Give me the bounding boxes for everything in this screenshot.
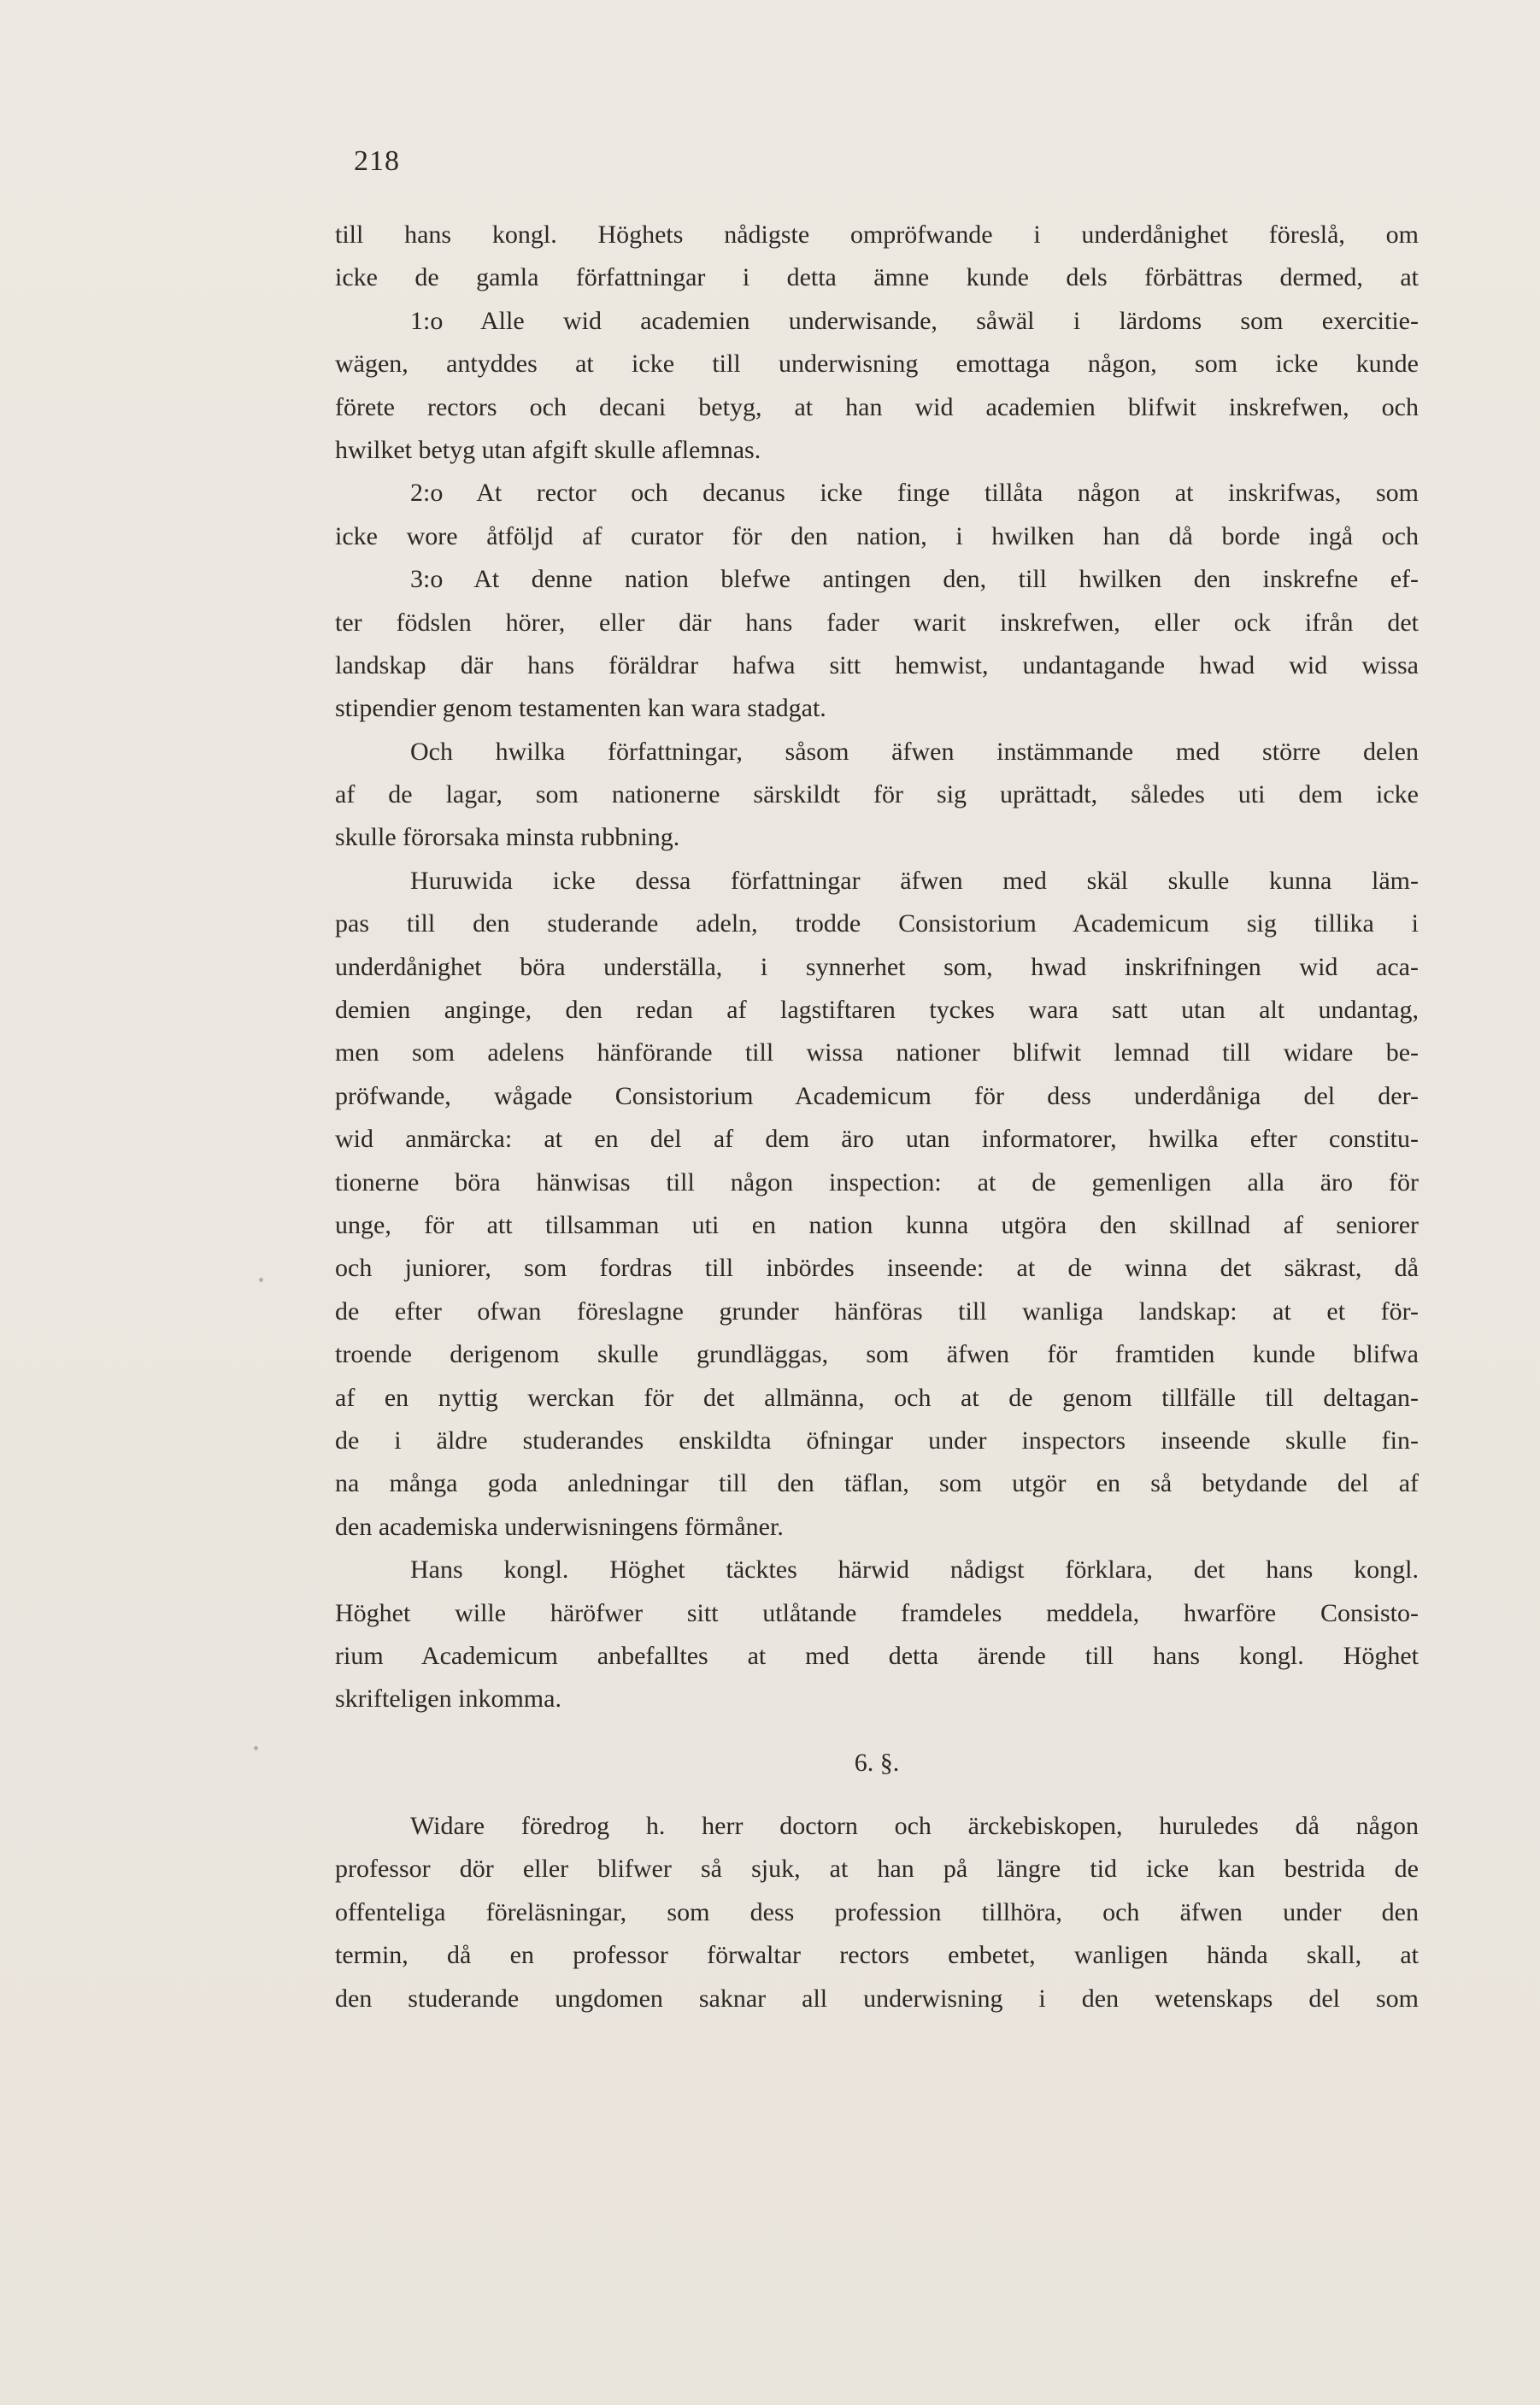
text-line: och juniorer, som fordras till inbördes inseende: at de winna det säkrast, då bbox=[335, 1254, 1419, 1283]
text-line: demien anginge, den redan af lagstiftaren tyckes wara satt utan alt undantag, bbox=[335, 996, 1419, 1025]
text-line: pröfwande, wågade Consistorium Academicum för dess underdåniga del der- bbox=[335, 1081, 1419, 1110]
text-line: underdånighet böra underställa, i synnerhet som, hwad inskrifningen wid aca- bbox=[335, 952, 1419, 981]
text-line: landskap där hans föräldrar hafwa sitt hemwist, undantagande hwad wid wissa bbox=[335, 650, 1419, 679]
text-line: men som adelens hänförande till wissa nationer blifwit lemnad till widare be- bbox=[335, 1038, 1419, 1067]
section-spacer bbox=[335, 1785, 1419, 1805]
text-line: professor dör eller blifwer så sjuk, at han på längre tid icke kan bestrida de bbox=[335, 1855, 1419, 1884]
text-line: 1:o Alle wid academien underwisande, såwäl i lärdoms som exercitie- bbox=[410, 306, 1419, 335]
text-line: icke wore åtföljd af curator för den nation, i hwilken han då borde ingå och bbox=[335, 521, 1419, 550]
text-line: wägen, antyddes at icke till underwisning emottaga någon, som icke kunde bbox=[335, 350, 1419, 379]
text-line: 3:o At denne nation blefwe antingen den, till hwilken den inskrefne ef- bbox=[410, 565, 1419, 594]
text-line: skulle förorsaka minsta rubbning. bbox=[335, 823, 680, 852]
text-line: rium Academicum anbefalltes at med detta ärende till hans kongl. Höghet bbox=[335, 1641, 1419, 1670]
text-line: na många goda anledningar till den täflan, som utgör en så betydande del af bbox=[335, 1469, 1419, 1498]
text-line: Widare föredrog h. herr doctorn och ärckebiskopen, huruledes då någon bbox=[410, 1812, 1419, 1841]
paper-speck bbox=[259, 1278, 263, 1282]
text-line: hwilket betyg utan afgift skulle aflemnas. bbox=[335, 435, 761, 464]
text-line: de i äldre studerandes enskildta öfningar under inspectors inseende skulle fin- bbox=[335, 1426, 1419, 1455]
text-line: Höghet wille häröfwer sitt utlåtande framdeles meddela, hwarföre Consisto- bbox=[335, 1598, 1419, 1627]
text-line: Och hwilka författningar, såsom äfwen instämmande med större delen bbox=[410, 737, 1419, 766]
text-line: förete rectors och decani betyg, at han wid academien blifwit inskrefwen, och bbox=[335, 392, 1419, 421]
text-line: termin, då en professor förwaltar rectors embetet, wanligen hända skall, at bbox=[335, 1941, 1419, 1970]
text-line: den studerande ungdomen saknar all underwisning i den wetenskaps del som bbox=[335, 1984, 1419, 2013]
text-line: offenteliga föreläsningar, som dess profession tillhöra, och äfwen under den bbox=[335, 1897, 1419, 1926]
text-line: Huruwida icke dessa författningar äfwen med skäl skulle kunna läm- bbox=[410, 866, 1419, 895]
text-line: Hans kongl. Höghet täcktes härwid nådigst förklara, det hans kongl. bbox=[410, 1555, 1419, 1585]
text-line: icke de gamla författningar i detta ämne kunde dels förbättras dermed, at bbox=[335, 263, 1419, 292]
text-line: de efter ofwan föreslagne grunder hänföras till wanliga landskap: at et för- bbox=[335, 1297, 1419, 1326]
paper-speck bbox=[254, 1746, 258, 1750]
text-line: unge, för att tillsamman uti en nation kunna utgöra den skillnad af seniorer bbox=[335, 1210, 1419, 1239]
text-line: troende derigenom skulle grundläggas, som äfwen för framtiden kunde blifwa bbox=[335, 1340, 1419, 1369]
text-line: af en nyttig werckan för det allmänna, och at de genom tillfälle till deltagan- bbox=[335, 1383, 1419, 1412]
text-line: 2:o At rector och decanus icke finge tillåta någon at inskrifwas, som bbox=[410, 479, 1419, 508]
section-spacer bbox=[335, 1721, 1419, 1742]
text-line: pas till den studerande adeln, trodde Consistorium Academicum sig tillika i bbox=[335, 909, 1419, 938]
text-line: af de lagar, som nationerne särskildt för sig uprättadt, således uti dem icke bbox=[335, 780, 1419, 809]
text-line: till hans kongl. Höghets nådigste ompröfwande i underdånighet föreslå, om bbox=[335, 221, 1419, 249]
text-line: tionerne böra hänwisas till någon inspection: at de gemenligen alla äro för bbox=[335, 1167, 1419, 1197]
page-number: 218 bbox=[354, 145, 400, 177]
text-line: den academiska underwisningens förmåner. bbox=[335, 1512, 784, 1541]
text-line: ter födslen hörer, eller där hans fader warit inskrefwen, eller ock ifrån det bbox=[335, 608, 1419, 637]
text-line: skrifteligen inkomma. bbox=[335, 1685, 561, 1714]
text-line: wid anmärcka: at en del af dem äro utan informatorer, hwilka efter constitu- bbox=[335, 1125, 1419, 1154]
section-heading: 6. §. bbox=[854, 1748, 900, 1777]
body-text bbox=[335, 214, 1419, 2020]
text-line: stipendier genom testamenten kan wara stadgat. bbox=[335, 694, 826, 723]
